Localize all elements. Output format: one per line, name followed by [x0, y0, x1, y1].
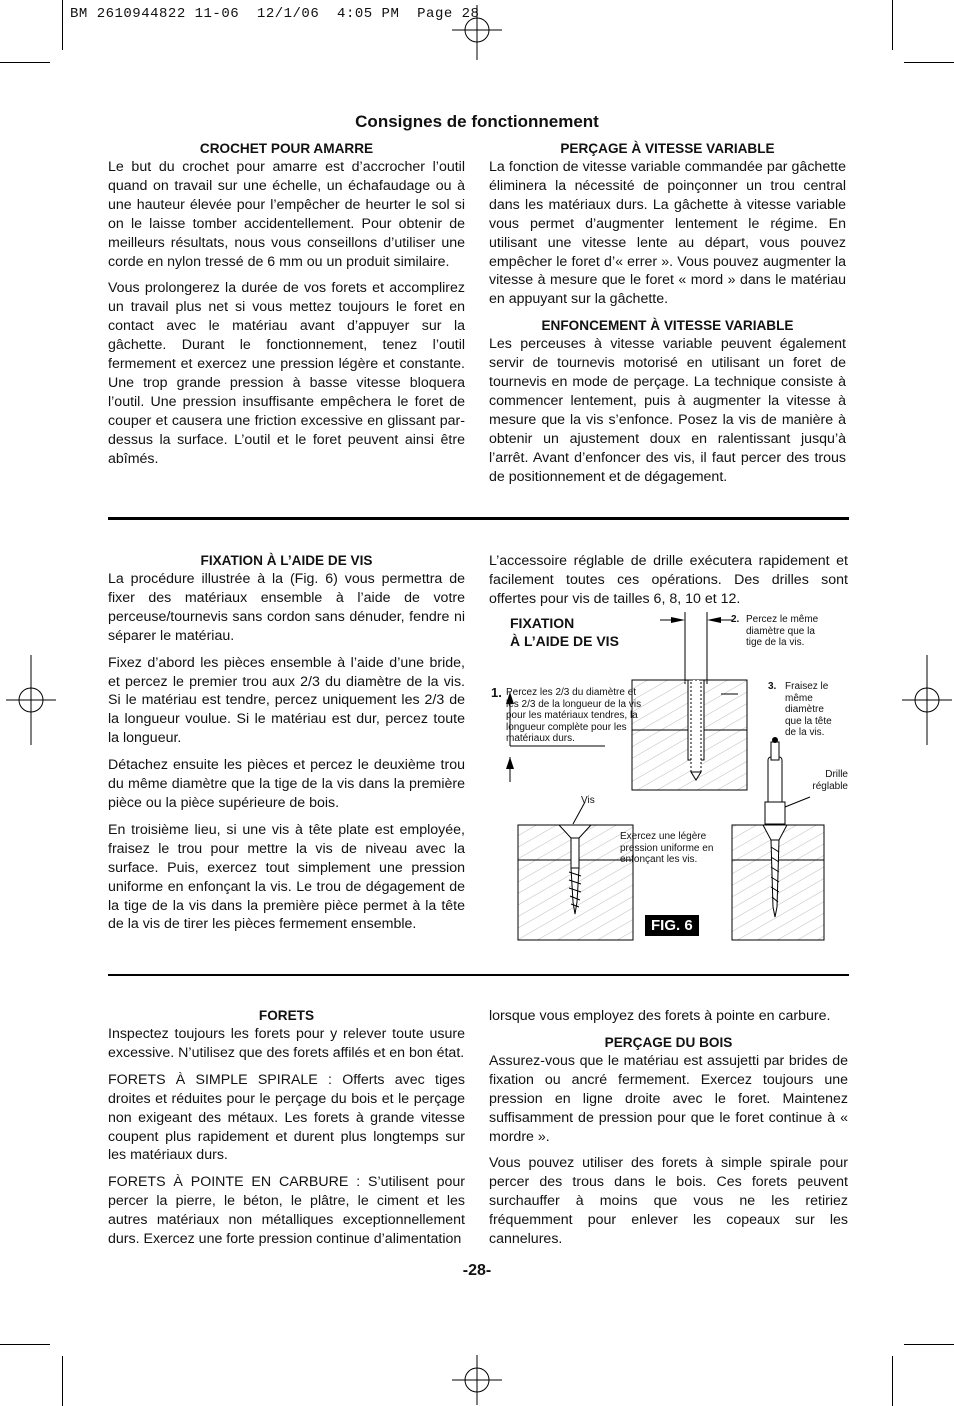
- heading-fixation: FIXATION À L’AIDE DE VIS: [200, 553, 373, 568]
- crop-mark: [62, 1356, 63, 1406]
- page-number: -28-: [462, 1262, 492, 1279]
- registration-mark: [902, 655, 952, 745]
- section2-right-column: [489, 552, 848, 617]
- heading-forets: FORETS: [258, 1008, 315, 1023]
- paragraph: Vous prolongerez la durée de vos forets et accomplirez un travail plus net si vous mettez toujours le foret en contact avec le matériau avant d’appuyer sur la gâchette. Durant le fonctionnement, tenez l’outil fermement et exercez une pression légère et constante. Une trop grande pression à basse vitesse bloquera l’outil. Une pression insuffisante empêchera le foret de couper et causera une friction excessive en glissant par-dessus la surface. L’outil et le foret peuvent ainsi être abîmés.: [108, 280, 465, 467]
- label-text: Percez le même diamètre que la tige de la vis.: [746, 614, 819, 648]
- printer-slug: BM 2610944822 11-06 12/1/06 4:05 PM Page 28: [70, 6, 480, 22]
- paragraph: En troisième lieu, si une vis à tête plate est employée, fraisez le trou pour mettre la vis de niveau avec la surface. Puis, exercez tout simplement une pression uniforme en enfonçant la vis. Le trou de dégagement de la tige de la vis dans la première pièce permet à la tête de la vis de tirer les pièces fermement ensemble.: [108, 821, 465, 933]
- figure-label-drille: Drille réglable: [812, 769, 848, 792]
- crop-mark: [0, 1344, 50, 1345]
- step-number: 3.: [768, 681, 777, 692]
- paragraph: Inspectez toujours les forets pour y relever toute usure excessive. N’utilisez que des forets affilés et en bon état.: [108, 1026, 465, 1061]
- paragraph: Assurez-vous que le matériau est assujetti par brides de fixation ou ancré fermement. Exercez toujours une pression en ligne droite avec le foret. Maintenez suffisamment de pression pour que le foret continue à « mordre ».: [489, 1052, 848, 1145]
- crop-mark: [0, 62, 50, 63]
- figure-label-1: [491, 687, 651, 745]
- paragraph: Vous pouvez utiliser des forets à simple spirale pour percer des trous dans le bois. Ces forets peuvent surchauffer à moins que vous ne les retiriez fréquemment pour enlever les copeaux sur les cannelures.: [489, 1155, 848, 1248]
- paragraph: L’accessoire réglable de drille exécutera rapidement et facilement toutes ces opérations. Des drilles sont offertes pour vis de tailles 6, 8, 10 et 12.: [489, 553, 848, 607]
- figure-heading-line: À L’AIDE DE VIS: [510, 633, 619, 649]
- page-title: Consignes de fonctionnement: [355, 112, 599, 131]
- crop-mark: [892, 1356, 893, 1406]
- paragraph: Détachez ensuite les pièces et percez le deuxième trou du même diamètre que la tige de la vis dans la première pièce ou la pièce supérieure de bois.: [108, 757, 465, 811]
- figure-heading-line: FIXATION: [510, 615, 575, 631]
- crop-mark: [904, 62, 954, 63]
- paragraph: Fixez d’abord les pièces ensemble à l’aide d’une bride, et percez le premier trou aux 2/3 du diamètre de la vis. Si le matériau est tendre, percez uniquement les 2/3 de la longueur voulue. Si le matériau est dur, percez toute la longueur.: [108, 654, 465, 747]
- section2-left-column: [108, 552, 465, 942]
- paragraph: FORETS À SIMPLE SPIRALE : Offerts avec tiges droites et réduites pour le perçage du bois et le perçage non exigeant des métaux. Les forets à grande vitesse coupent plus rapidement et durent plus longtemps sur les matériaux durs.: [108, 1071, 465, 1164]
- figure-label-2: [731, 614, 831, 649]
- crop-mark: [892, 0, 893, 50]
- section-divider: [108, 517, 849, 520]
- label-text: Fraisez le même diamètre que la tête de la vis.: [785, 681, 832, 738]
- figure-label-pression: Exercez une légère pression uniforme en enfonçant les vis.: [620, 831, 714, 865]
- section3-left-column: [108, 1007, 465, 1257]
- paragraph: Les perceuses à vitesse variable peuvent également servir de tournevis motorisé en utilisant un foret de tournevis en mode de perçage. La technique consiste à commencer lentement, puis à augmenter la vitesse à mesure que la vis s’enfonce. Posez la vis de manière à obtenir un ajustement doux en ralentissant jusqu’à l’arrêt. Avant d’enfoncer des vis, il faut percer des trous de positionnement et de dégagement.: [489, 336, 846, 485]
- figure-label-vis: Vis: [581, 795, 595, 806]
- step-number: 1.: [491, 685, 502, 700]
- heading-crochet: CROCHET POUR AMARRE: [199, 141, 374, 156]
- registration-mark: [452, 5, 502, 60]
- paragraph: FORETS À POINTE EN CARBURE : S’utilisent pour percer la pierre, le béton, le plâtre, le ciment et les autres matériaux non métalliques exceptionnellement durs. Exercez une forte pression continue d’alimentation: [108, 1174, 465, 1248]
- crop-mark: [904, 1344, 954, 1345]
- section1-left-column: [108, 140, 465, 477]
- figure-heading: [510, 614, 619, 650]
- paragraph: La procédure illustrée à la (Fig. 6) vous permettra de fixer des matériaux ensemble à l’aide de votre perceuse/tournevis sans cordon sans dénuder, fendre ni séparer le matériau.: [108, 571, 465, 644]
- heading-percage-vitesse: PERÇAGE À VITESSE VARIABLE: [560, 141, 775, 156]
- section-divider: [108, 974, 849, 976]
- registration-mark: [452, 1355, 502, 1405]
- figure-label-3: [768, 681, 848, 739]
- paragraph: lorsque vous employez des forets à pointe en carbure.: [489, 1008, 831, 1024]
- crop-mark: [62, 0, 63, 50]
- section1-right-column: [489, 140, 846, 495]
- step-number: 2.: [731, 614, 740, 625]
- paragraph: Le but du crochet pour amarre est d’accrocher l’outil quand on travail sur une échelle, un échafaudage ou à une hauteur élevée pour l’empêcher de heurter le sol si on le laisse tomber accidentellement. Pour obtenir de meilleurs résultats, nous vous conseillons d’utiliser une corde en nylon tressé de 6 mm ou un produit similaire.: [108, 159, 465, 270]
- label-text: Percez les 2/3 du diamètre et les 2/3 de la longueur de la vis pour les matériaux tendres, la longueur complète pour les matériaux durs.: [506, 687, 642, 744]
- heading-percage-bois: PERÇAGE DU BOIS: [604, 1034, 733, 1050]
- paragraph: La fonction de vitesse variable commandée par gâchette éliminera la nécessité de poinçonner un trou central dans les matériaux durs. La gâchette à vitesse variable vous permet d’augmenter lentement le régime. En utilisant une vitesse lente au départ, vous pouvez empêcher le foret d’« errer ». Vous pouvez augmenter la vitesse à mesure que le foret « mord » dans le matériau en appuyant sur la gâchette.: [489, 159, 846, 308]
- heading-enfoncement: ENFONCEMENT À VITESSE VARIABLE: [541, 318, 794, 334]
- registration-mark: [6, 655, 56, 745]
- section3-right-column: [489, 1007, 848, 1257]
- figure-number-label: FIG. 6: [645, 915, 699, 936]
